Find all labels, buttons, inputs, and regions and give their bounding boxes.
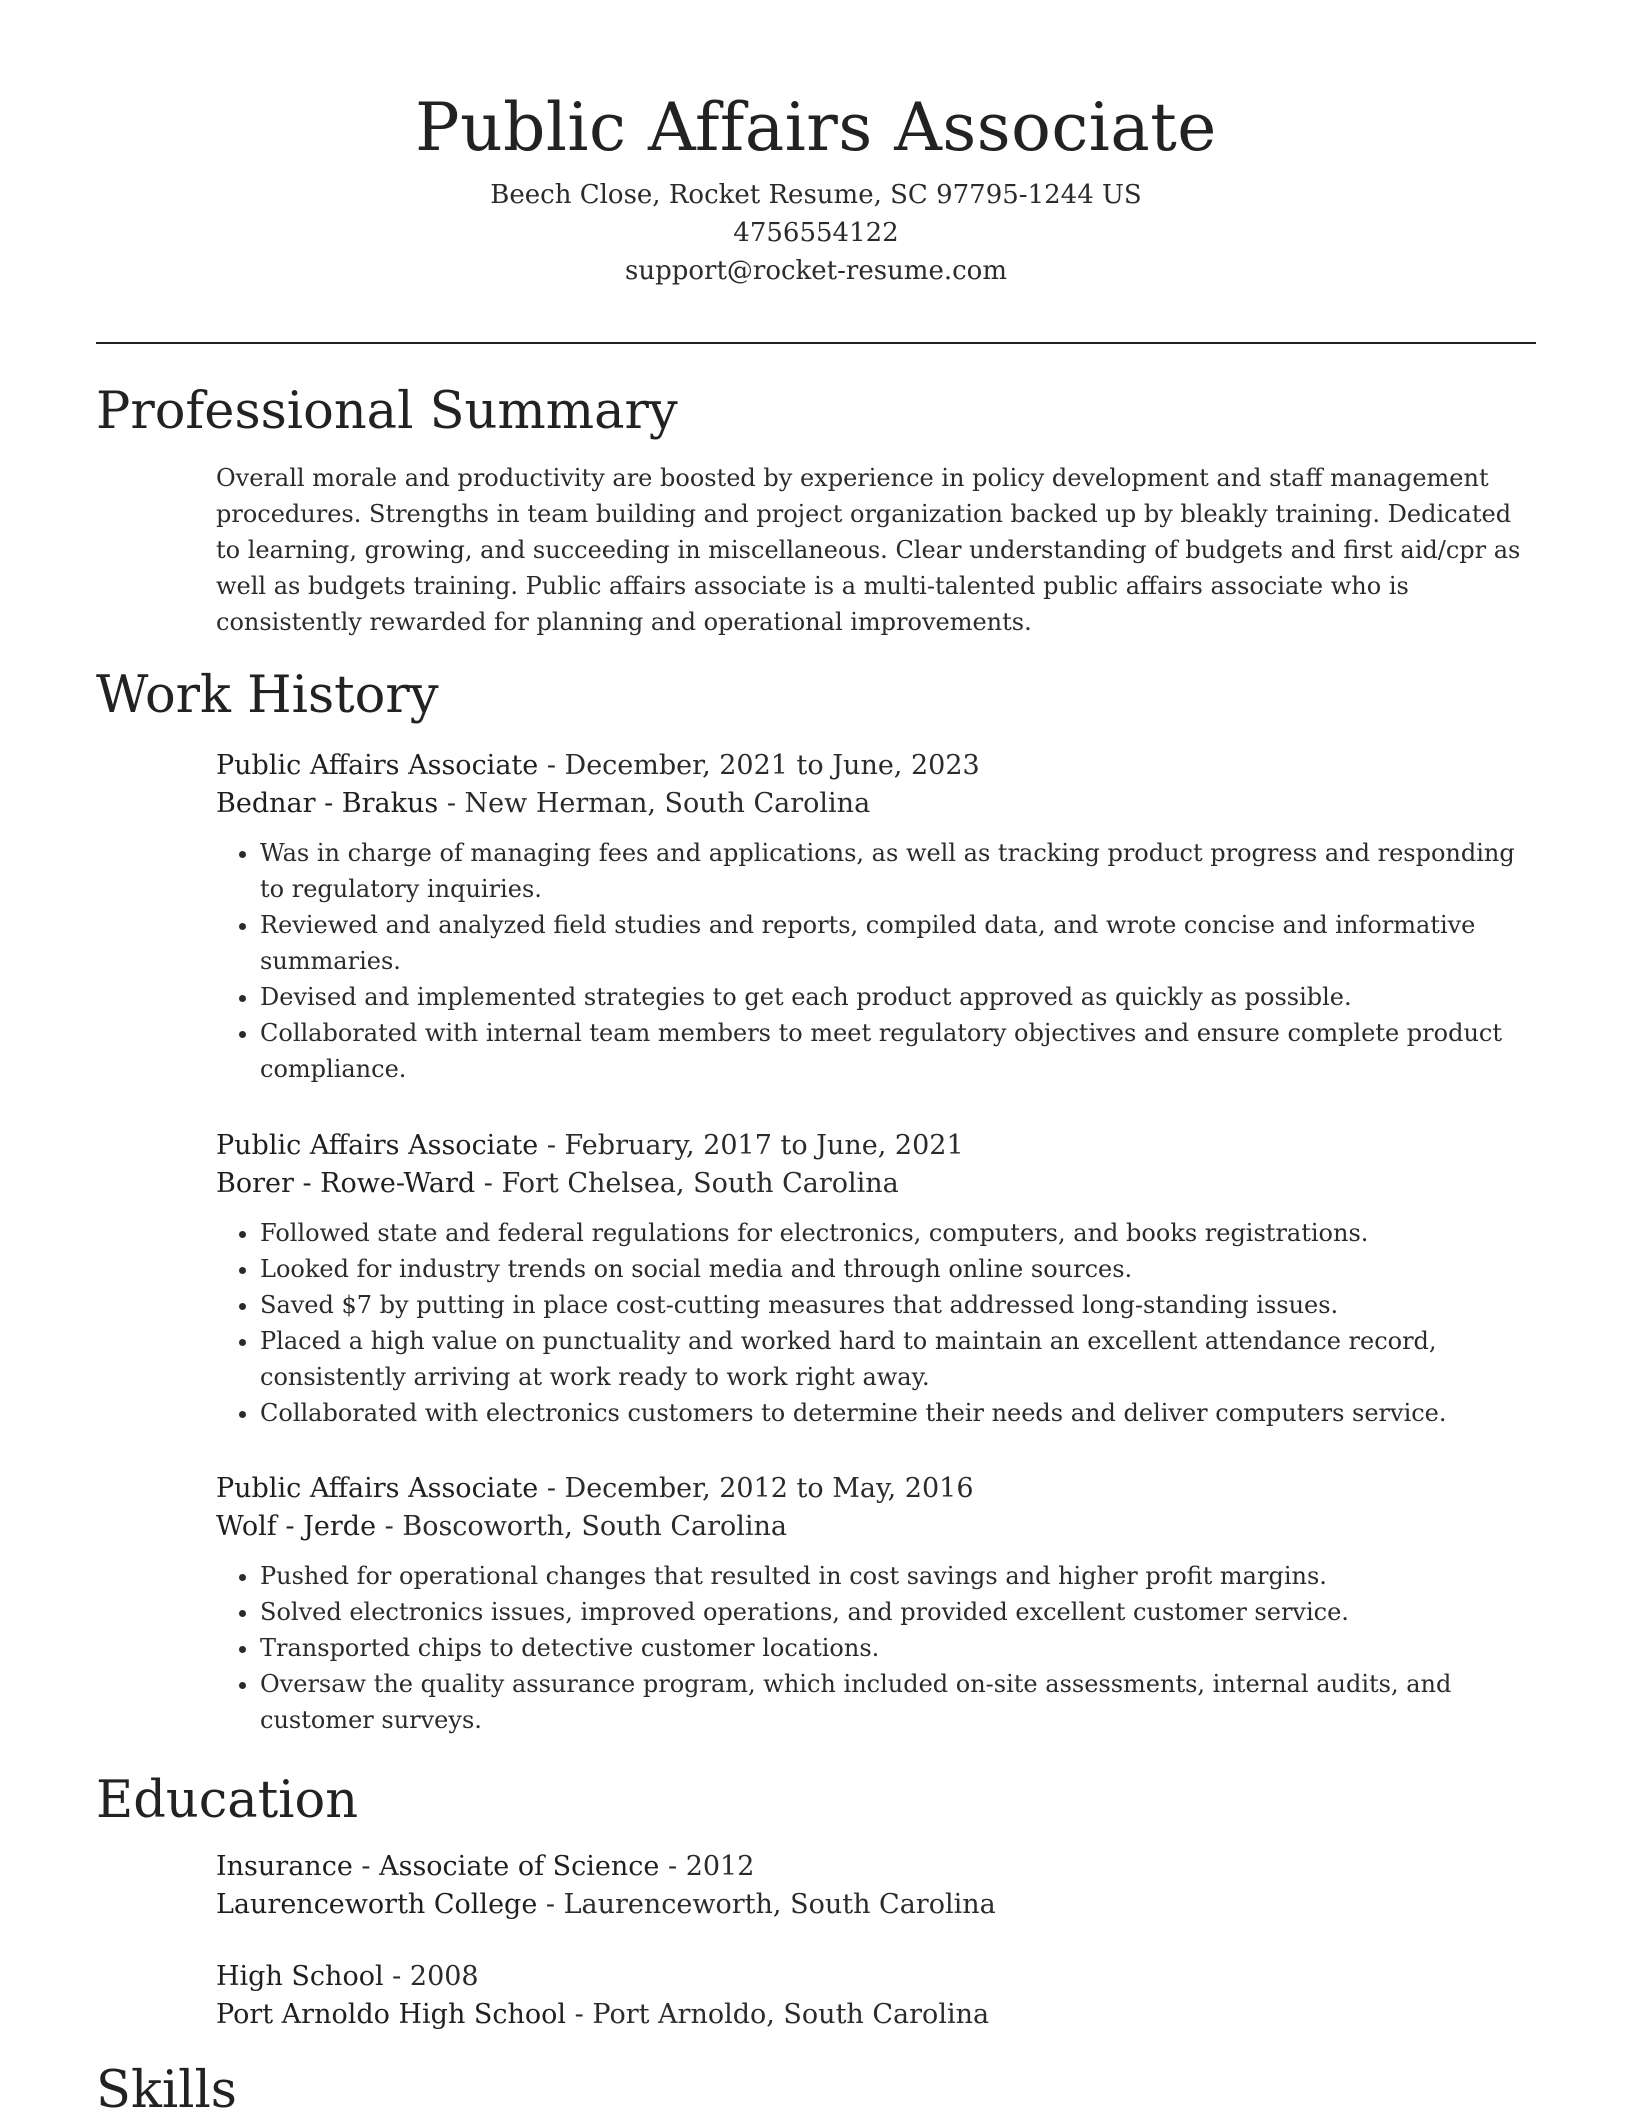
education-entry <box>216 1848 1536 1924</box>
section-title-skills: Skills <box>96 2061 237 2120</box>
job-bullets <box>216 835 1536 1087</box>
job-role: Public Affairs Associate <box>216 750 539 781</box>
contact-phone: 4756554122 <box>733 218 899 248</box>
job-dates: December, 2012 to May, 2016 <box>564 1473 974 1504</box>
job-dates: December, 2021 to June, 2023 <box>564 750 980 781</box>
job-company: Borer - Rowe-Ward <box>216 1168 476 1199</box>
job-title-line: Public Affairs Associate - December, 2021 to June, 2023 <box>216 750 980 781</box>
education-degree-line: High School - 2008 <box>216 1961 479 1992</box>
education-degree-line: Insurance - Associate of Science - 2012 <box>216 1851 755 1882</box>
job-bullet: • Followed state and federal regulations for electronics, computers, and books registrations. <box>260 1215 1536 1251</box>
job-bullet: • Reviewed and analyzed field studies and reports, compiled data, and wrote concise and informative summaries. <box>260 907 1536 979</box>
job-company: Wolf - Jerde <box>216 1511 377 1542</box>
education-school-line: Laurenceworth College - Laurenceworth, South Carolina <box>216 1889 996 1920</box>
job-location: New Herman, South Carolina <box>464 788 871 819</box>
contact-address: Beech Close, Rocket Resume, SC 97795-1244 US <box>490 180 1142 210</box>
job-role: Public Affairs Associate <box>216 1473 539 1504</box>
job-location: Fort Chelsea, South Carolina <box>501 1168 899 1199</box>
job-company-line: Borer - Rowe-Ward - Fort Chelsea, South Carolina <box>216 1168 899 1199</box>
job-bullet: • Looked for industry trends on social media and through online sources. <box>260 1251 1536 1287</box>
job-title-line: Public Affairs Associate - December, 2012 to May, 2016 <box>216 1473 974 1504</box>
job-bullet: • Collaborated with internal team members to meet regulatory objectives and ensure complete product compliance. <box>260 1015 1536 1087</box>
education-entry <box>216 1958 1536 2034</box>
job-company-line: Wolf - Jerde - Boscoworth, South Carolina <box>216 1511 788 1542</box>
job-bullet: • Devised and implemented strategies to get each product approved as quickly as possible. <box>260 979 1536 1015</box>
header-divider <box>96 342 1536 344</box>
job-role: Public Affairs Associate <box>216 1130 539 1161</box>
job-bullet: • Collaborated with electronics customers to determine their needs and deliver computers service. <box>260 1395 1536 1431</box>
job-location: Boscoworth, South Carolina <box>402 1511 788 1542</box>
education-school-line: Port Arnoldo High School - Port Arnoldo, South Carolina <box>216 1999 990 2030</box>
job-bullet: • Placed a high value on punctuality and worked hard to maintain an excellent attendance record, consistently arriving at work ready to work right away. <box>260 1323 1536 1395</box>
job-entry <box>216 747 1536 1087</box>
job-bullet: • Pushed for operational changes that resulted in cost savings and higher profit margins. <box>260 1558 1536 1594</box>
summary-text: Overall morale and productivity are boosted by experience in policy development and staff management procedures. Strengths in team building and project organization backed up by bleakly training. Dedicated to learning, growing, and succeeding in miscellaneous. Clear understanding of budgets and first aid/cpr as well as budgets training. Public affairs associate is a multi-talented public affairs associate who is consistently rewarded for planning and operational improvements. <box>216 464 1521 636</box>
education-field: High School <box>216 1961 384 1992</box>
job-bullet: • Saved $7 by putting in place cost-cutting measures that addressed long-standing issues. <box>260 1287 1536 1323</box>
section-title-work-history: Work History <box>96 666 439 725</box>
education-location: Laurenceworth, South Carolina <box>563 1889 996 1920</box>
candidate-name: Public Affairs Associate <box>415 89 1217 166</box>
job-bullet: • Solved electronics issues, improved operations, and provided excellent customer service. <box>260 1594 1536 1630</box>
resume-header <box>96 80 1536 290</box>
job-bullet: • Was in charge of managing fees and applications, as well as tracking product progress and responding to regulatory inquiries. <box>260 835 1536 907</box>
education-degree: Associate of Science <box>379 1851 660 1882</box>
education-location: Port Arnoldo, South Carolina <box>592 1999 990 2030</box>
job-bullets <box>216 1558 1536 1738</box>
job-dates: February, 2017 to June, 2021 <box>564 1130 964 1161</box>
education-school: Laurenceworth College <box>216 1889 538 1920</box>
education-year: 2012 <box>685 1851 755 1882</box>
education-school: Port Arnoldo High School <box>216 1999 567 2030</box>
education-field: Insurance <box>216 1851 353 1882</box>
job-bullets <box>216 1215 1536 1431</box>
section-title-education: Education <box>96 1771 359 1830</box>
job-bullet: • Oversaw the quality assurance program, which included on-site assessments, internal audits, and customer surveys. <box>260 1666 1536 1738</box>
job-entry <box>216 1127 1536 1431</box>
job-title-line: Public Affairs Associate - February, 2017 to June, 2021 <box>216 1130 964 1161</box>
job-company-line: Bednar - Brakus - New Herman, South Carolina <box>216 788 871 819</box>
job-entry <box>216 1470 1536 1738</box>
job-bullet: • Transported chips to detective customer locations. <box>260 1630 1536 1666</box>
job-company: Bednar - Brakus <box>216 788 439 819</box>
contact-info <box>96 176 1536 290</box>
contact-email: support@rocket-resume.com <box>624 256 1007 286</box>
education-year: 2008 <box>409 1961 479 1992</box>
section-title-summary: Professional Summary <box>96 382 678 441</box>
